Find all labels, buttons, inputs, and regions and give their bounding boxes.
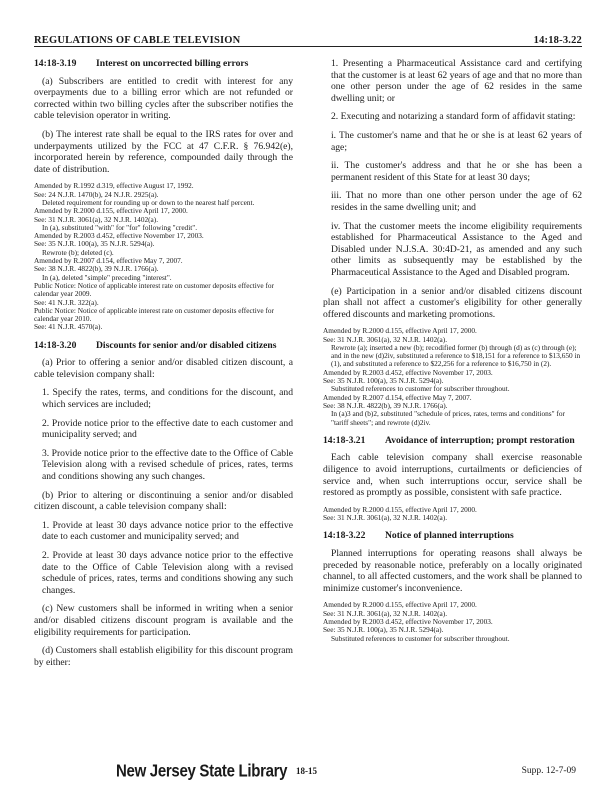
section-number: 14:18-3.22: [323, 530, 366, 542]
history-line: Amended by R.2000 d.155, effective April 17, 2000.: [323, 600, 477, 610]
section-title: Avoidance of interruption; prompt restoration: [385, 434, 575, 446]
history-line: Amended by R.1992 d.319, effective August 17, 1992.: [34, 181, 194, 191]
history-line: In (a), substituted "with" for "for" following "credit".: [42, 222, 198, 232]
section-title: Discounts for senior and/or disabled citizens: [96, 339, 277, 351]
section-title: Notice of planned interruptions: [385, 530, 514, 542]
history-line: See: 31 N.J.R. 3061(a), 32 N.J.R. 1402(a).: [34, 214, 159, 224]
history-line: See: 31 N.J.R. 3061(a), 32 N.J.R. 1402(a).: [323, 608, 448, 618]
paragraph-b: (b) The interest rate shall be equal to the IRS rates for over and underpayments utilized by the FCC at 47 C.F.R. § 76.942(e), incorporated herein by reference, compounded daily through the date of distribution.: [34, 128, 293, 175]
section-number: 14:18-3.20: [34, 339, 77, 351]
history-line: Rewrote (b); deleted (c).: [42, 247, 114, 257]
section-title: Interest on uncorrected billing errors: [96, 58, 249, 69]
history-line: In (a)3 and (b)2, substituted "schedule of prices, rates, terms and conditions" for "tariff sheets"; and rewrote (d)2iv.: [331, 409, 565, 427]
history-line: Amended by R.2003 d.452, effective November 17, 2003.: [34, 231, 204, 241]
right-column: [323, 58, 582, 651]
section-heading-3-22: [323, 530, 582, 542]
section-heading-3-20: [34, 340, 293, 352]
history-line: Amended by R.2003 d.452, effective November 17, 2003.: [323, 616, 493, 626]
section-heading-3-21: [323, 435, 582, 447]
history-line: See: 35 N.J.R. 100(a), 35 N.J.R. 5294(a).: [323, 625, 444, 635]
history-line: Public Notice: Notice of applicable interest rate on customer deposits effective for calendar year 2010.: [34, 305, 274, 324]
history-line: Deleted requirement for rounding up or down to the nearest half percent.: [42, 197, 255, 207]
history-line: In (a), deleted "simple" preceding "interest".: [42, 272, 172, 282]
paragraph-c: (c) New customers shall be informed in writing when a senior and/or disabled citizens discount program is available and the eligibility requirements for participation.: [34, 603, 293, 638]
history-line: Amended by R.2003 d.452, effective November 17, 2003.: [323, 367, 493, 377]
history-line: Substituted references to customer for subscriber throughout.: [331, 384, 510, 394]
history-line: See: 35 N.J.R. 100(a), 35 N.J.R. 5294(a).: [34, 239, 155, 249]
history-line: Public Notice: Notice of applicable interest rate on customer deposits effective for calendar year 2009.: [34, 280, 274, 299]
paragraph-d2-iv: iv. That the customer meets the income eligibility requirements established for Pharmaceutical Assistance to the Aged and Disabled under N.J.S.A. 30:4D-21, as amended and any such other limits as subsequently may be established by the Pharmaceutical Assistance to the Aged and Disabled program.: [331, 220, 582, 278]
history-line: See: 35 N.J.R. 100(a), 35 N.J.R. 5294(a).: [323, 376, 444, 386]
section-number: 14:18-3.21: [323, 434, 366, 446]
paragraph-body: Planned interruptions for operating reasons shall always be preceded by reasonable notice, preferably on a locally originated channel, to all affected customers, and the work shall be planned to minimize customer's inconvenience.: [323, 548, 582, 594]
paragraph-d: (d) Customers shall establish eligibility for this discount program by either:: [34, 645, 293, 668]
paragraph-b: (b) Prior to altering or discontinuing a senior and/or disabled citizen discount, a cable television company shall:: [34, 489, 293, 513]
history-line: Amended by R.2007 d.154, effective May 7, 2007.: [34, 256, 183, 266]
paragraph-d1: 1. Presenting a Pharmaceutical Assistance card and certifying that the customer is at least 62 years of age and that no more than one other person under the age of 62 resides in the same dwelling unit; or: [331, 58, 582, 104]
history-line: See: 31 N.J.R. 3061(a), 32 N.J.R. 1402(a).: [323, 513, 448, 523]
history-notes-3-22: [323, 601, 582, 642]
paragraph-b2: 2. Provide at least 30 days advance notice prior to the effective date to the Office of Cable Television along with a revised schedule of prices, rates, terms and conditions showing any such changes.: [42, 550, 293, 596]
paragraph-a: (a) Prior to offering a senior and/or disabled citizen discount, a cable television company shall:: [34, 357, 293, 380]
history-line: Amended by R.2000 d.155, effective April 17, 2000.: [323, 504, 477, 514]
paragraph-e: (e) Participation in a senior and/or disabled citizens discount plan shall not affect a customer's eligibility for other generally offered discounts and marketing promotions.: [323, 285, 582, 320]
supplement-date: Supp. 12-7-09: [521, 766, 576, 776]
paragraph-d2-iii: iii. That no more than one other person under the age of 62 resides in the same dwelling unit; and: [331, 190, 582, 213]
history-line: Amended by R.2007 d.154, effective May 7, 2007.: [323, 392, 472, 402]
left-column: [34, 58, 293, 675]
page-number: 18-15: [296, 766, 317, 776]
section-number: 14:18-3.19: [34, 58, 77, 69]
running-header: [34, 30, 582, 47]
library-watermark: New Jersey State Library: [116, 761, 288, 782]
history-line: See: 31 N.J.R. 3061(a), 32 N.J.R. 1402(a).: [323, 334, 448, 344]
paragraph-d2-i: i. The customer's name and that he or she is at least 62 years of age;: [331, 129, 582, 153]
history-line: See: 41 N.J.R. 322(a).: [34, 297, 99, 307]
header-section-range: 14:18-3.22: [533, 35, 582, 46]
history-line: See: 38 N.J.R. 4822(b), 39 N.J.R. 1766(a).: [323, 400, 448, 410]
section-heading-3-19: [34, 58, 293, 70]
history-line: Amended by R.2000 d.155, effective April 17, 2000.: [323, 326, 477, 336]
paragraph-a3: 3. Provide notice prior to the effective date to the Office of Cable Television along with a revised schedule of prices, rates, terms and conditions showing any such changes.: [42, 447, 293, 483]
paragraph-d2: 2. Executing and notarizing a standard form of affidavit stating:: [331, 111, 576, 123]
history-line: See: 24 N.J.R. 1470(b), 24 N.J.R. 2925(a).: [34, 189, 159, 199]
paragraph-a2: 2. Provide notice prior to the effective date to each customer and municipality served; and: [42, 417, 293, 441]
history-line: See: 41 N.J.R. 4570(a).: [34, 322, 103, 332]
header-title: REGULATIONS OF CABLE TELEVISION: [34, 35, 241, 46]
paragraph-a: (a) Subscribers are entitled to credit with interest for any overpayments due to a billing error which are not refunded or corrected within two billing cycles after the subscriber notifies the cable television operator in writing.: [34, 75, 293, 122]
history-line: Substituted references to customer for subscriber throughout.: [331, 633, 510, 643]
history-notes-3-20: [323, 327, 582, 427]
history-line: Amended by R.2000 d.155, effective April 17, 2000.: [34, 206, 188, 216]
history-line: Rewrote (a); inserted a new (b); recodified former (b) through (d) as (c) through (e); and in the new (d)2iv, substituted a reference to $18,151 for a reference to $13,650 in (1), and substituted a reference to $22,256 for a reference to $16,750 in (2).: [331, 342, 581, 369]
page-footer: [0, 763, 616, 787]
history-notes-3-21: [323, 506, 582, 523]
paragraph-body: Each cable television company shall exercise reasonable diligence to avoid interruptions, curtailments or deficiencies of service and, when such interruptions occur, service shall be restored as promptly as possible, consistent with safe practice.: [323, 452, 582, 499]
history-notes-3-19: [34, 182, 293, 331]
history-line: See: 38 N.J.R. 4822(b), 39 N.J.R. 1766(a).: [34, 264, 159, 274]
paragraph-a1: 1. Specify the rates, terms, and conditions for the discount, and which services are included;: [42, 387, 293, 411]
paragraph-d2-ii: ii. The customer's address and that he or she has been a permanent resident of this State for at least 30 days;: [331, 160, 582, 183]
paragraph-b1: 1. Provide at least 30 days advance notice prior to the effective date to each customer and municipality served; and: [42, 519, 293, 543]
